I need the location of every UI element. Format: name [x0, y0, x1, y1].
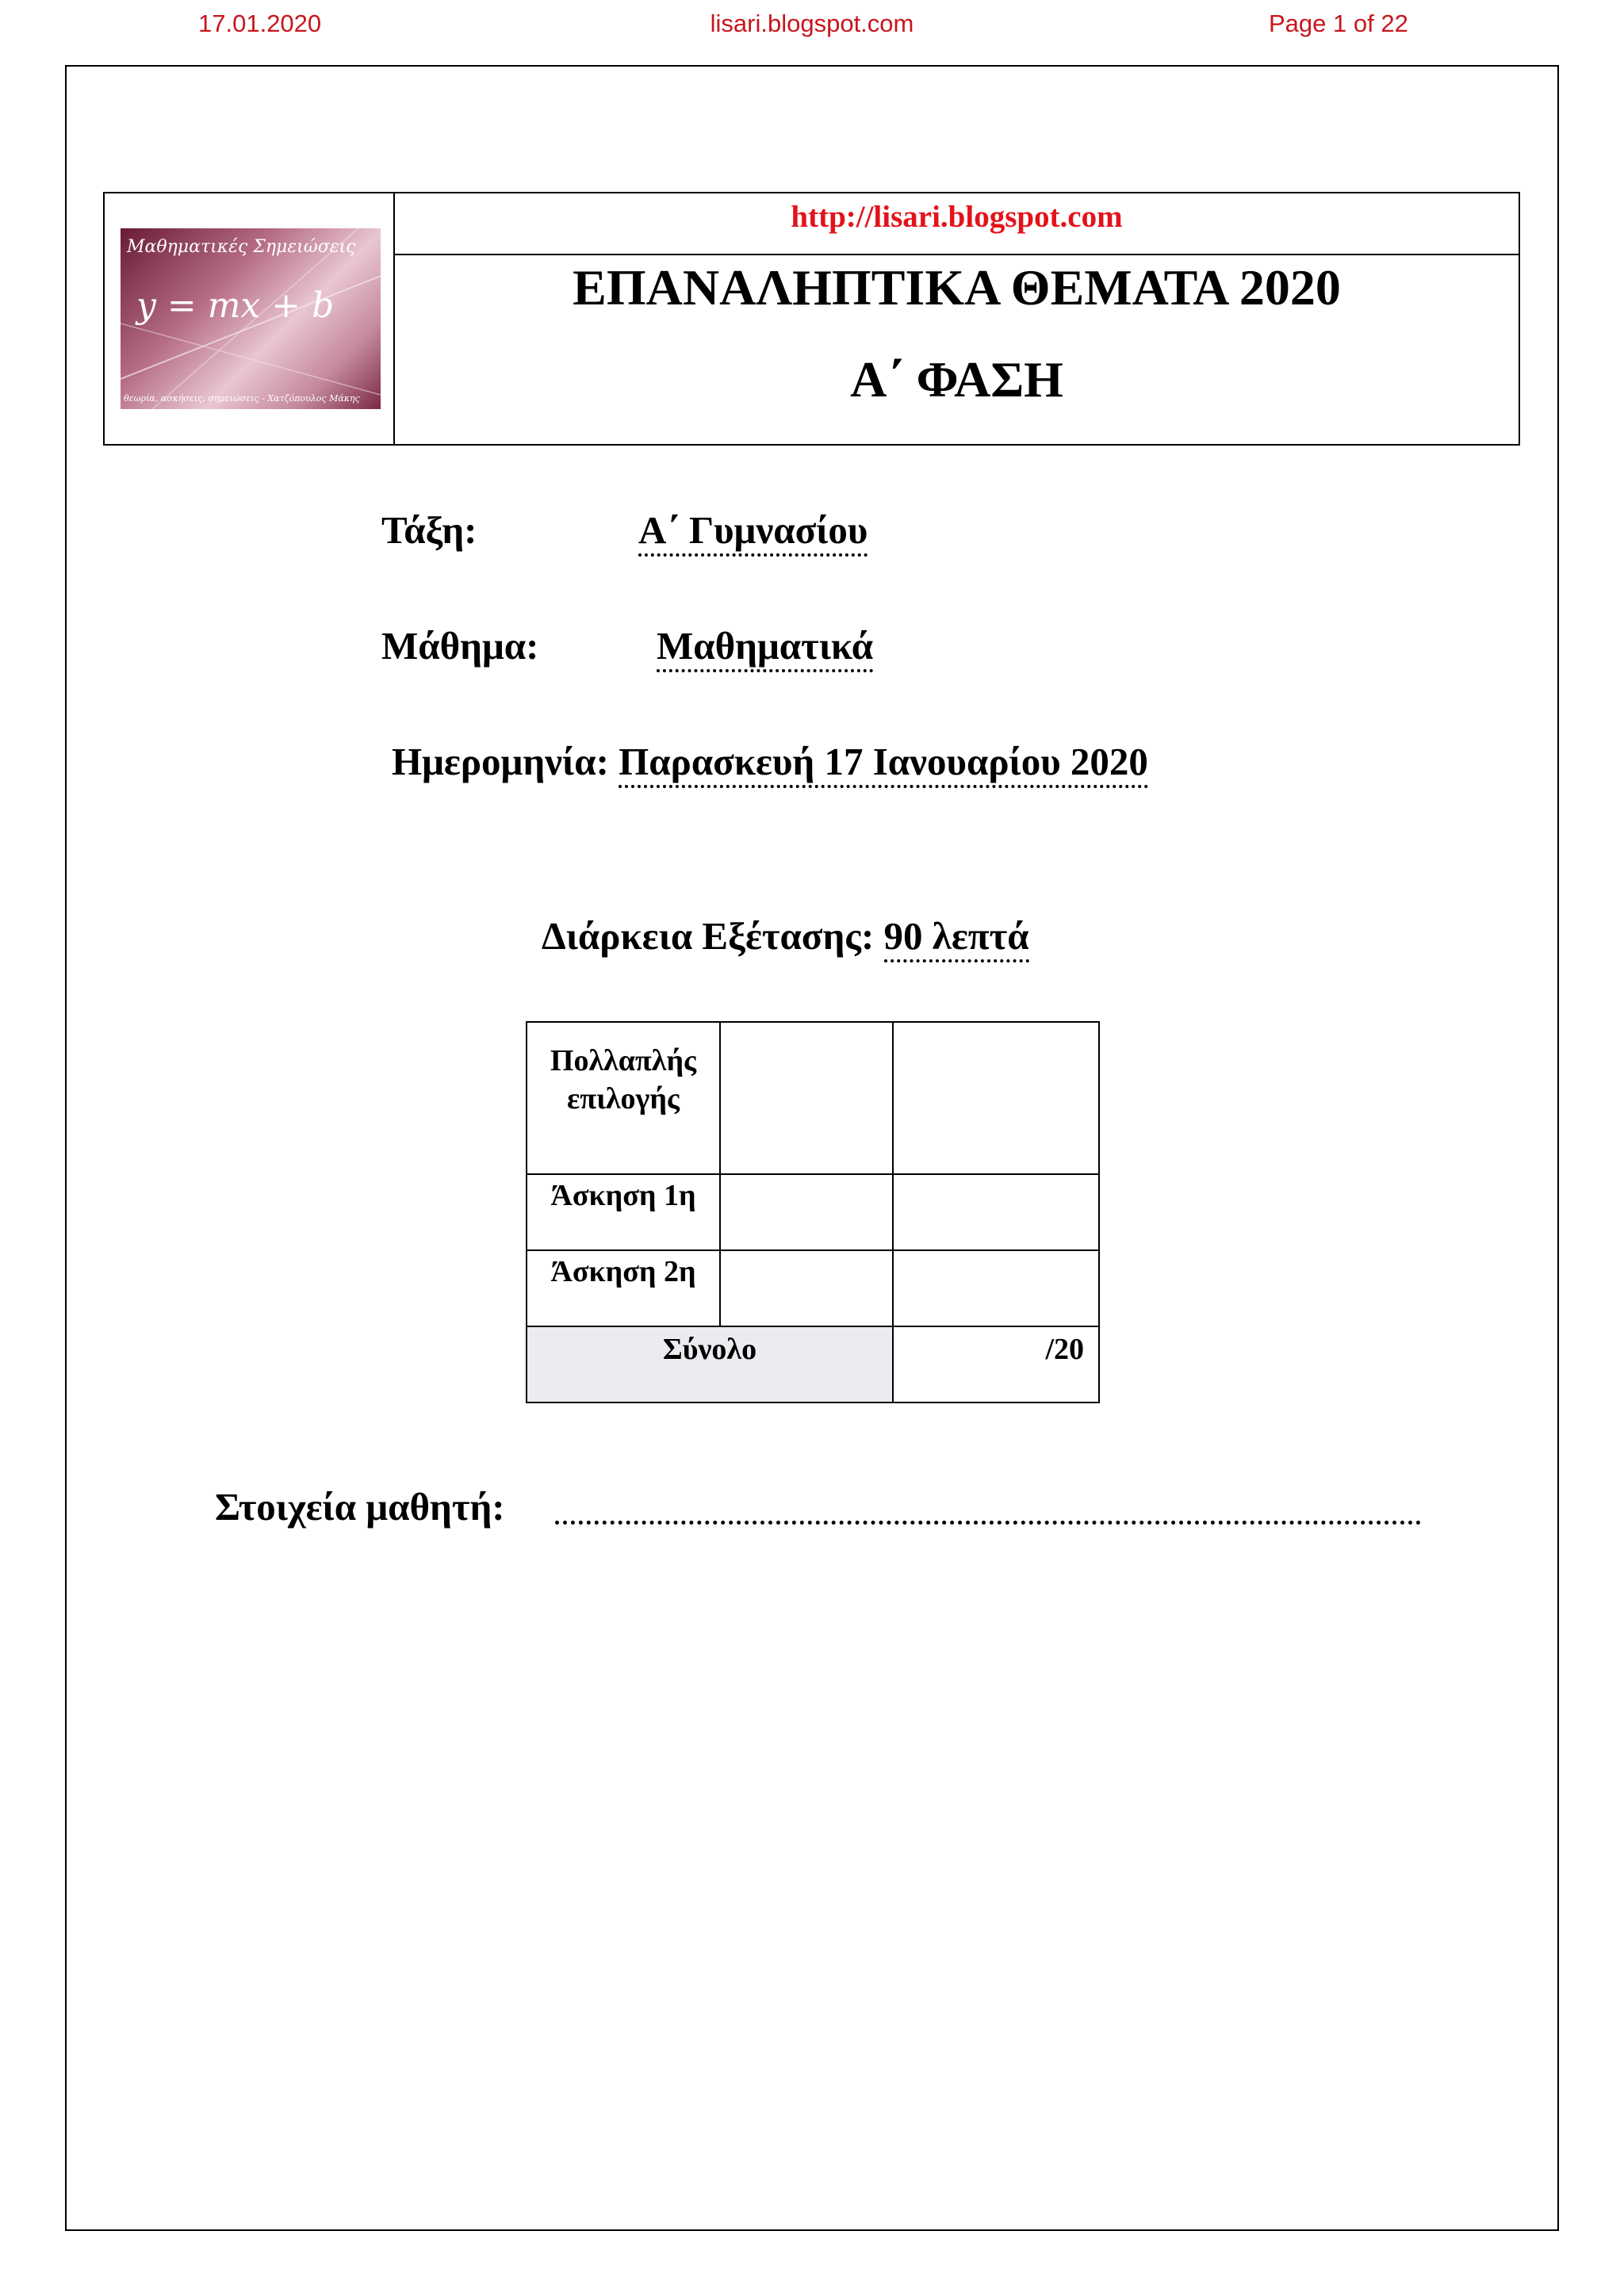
print-header [0, 10, 1624, 49]
score-cell[interactable] [720, 1022, 893, 1174]
table-row [527, 1022, 1099, 1174]
exercise-2-label: Άσκηση 2η [527, 1250, 720, 1326]
document-title: ΕΠΑΝΑΛΗΠΤΙΚΑ ΘΕΜΑΤΑ 2020 [573, 259, 1341, 316]
student-label: Στοιχεία μαθητή: [215, 1485, 505, 1529]
score-cell[interactable] [893, 1250, 1099, 1326]
table-row [527, 1326, 1099, 1402]
document-subtitle: Α΄ ΦΑΣΗ [850, 351, 1063, 408]
page-counter: Page 1 of 22 [1269, 10, 1408, 37]
score-cell[interactable] [893, 1022, 1099, 1174]
site-url[interactable]: http://lisari.blogspot.com [395, 193, 1519, 255]
logo-top-text: Μαθηματικές Σημειώσεις [127, 237, 356, 257]
duration-label: Διάρκεια Εξέτασης: [542, 914, 875, 958]
math-notes-logo [121, 228, 381, 409]
class-value: Α΄ Γυμνασίου [638, 508, 868, 557]
title-box [103, 192, 1520, 446]
student-fill-line[interactable] [555, 1521, 1421, 1525]
logo-formula: y = mx + b [136, 285, 335, 326]
duration-value: 90 λεπτά [884, 914, 1029, 962]
total-label: Σύνολο [527, 1326, 893, 1402]
date-value: Παρασκευή 17 Ιανουαρίου 2020 [619, 740, 1148, 788]
score-cell[interactable] [720, 1250, 893, 1326]
date-label: Ημερομηνία: [392, 740, 609, 783]
print-site: lisari.blogspot.com [710, 10, 914, 37]
print-date: 17.01.2020 [198, 10, 322, 37]
class-label: Τάξη: [381, 508, 477, 552]
total-value[interactable]: /20 [893, 1326, 1099, 1402]
table-row [527, 1250, 1099, 1326]
subject-value: Μαθηματικά [657, 624, 873, 672]
exercise-1-label: Άσκηση 1η [527, 1174, 720, 1250]
subject-label: Μάθημα: [381, 624, 539, 668]
logo-bottom-text: θεωρία, ασκήσεις, σημειώσεις - Χατζόπουλος Μάκης [124, 393, 360, 404]
logo-cell [105, 193, 395, 444]
multiple-choice-label-1: Πολλαπλής [550, 1044, 697, 1077]
score-table [526, 1021, 1100, 1403]
score-cell[interactable] [720, 1174, 893, 1250]
score-row-label: Πολλαπλής επιλογής [527, 1022, 720, 1174]
table-row [527, 1174, 1099, 1250]
score-cell[interactable] [893, 1174, 1099, 1250]
